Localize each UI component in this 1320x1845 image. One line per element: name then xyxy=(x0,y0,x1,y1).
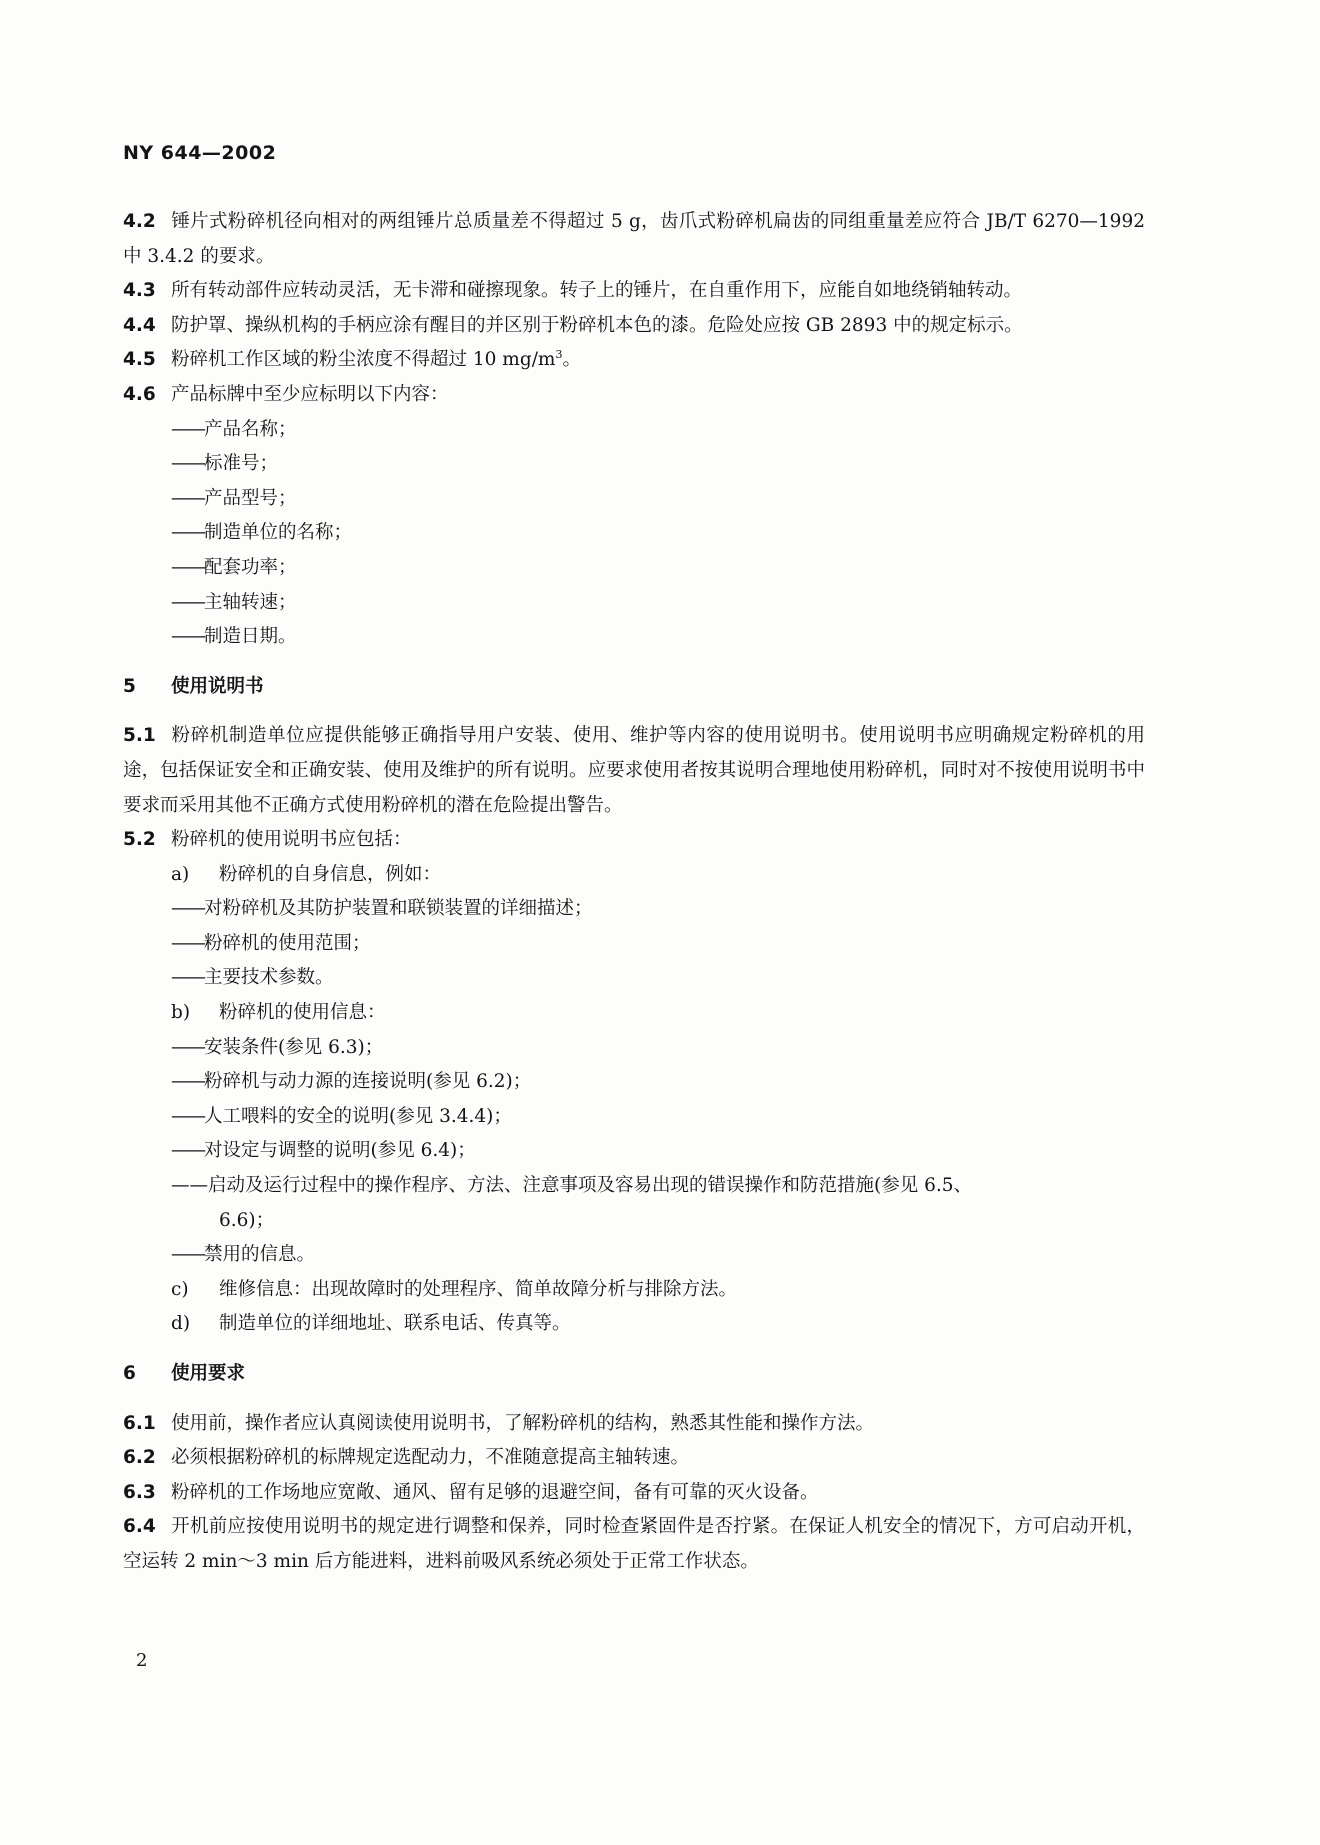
list-text: 标准号； xyxy=(204,453,279,475)
list-text: 制造单位的名称； xyxy=(204,522,353,544)
list-item xyxy=(123,1134,1145,1169)
dash-mark: —— xyxy=(171,626,204,648)
clause-4-4 xyxy=(123,309,1145,344)
section-heading-6 xyxy=(123,1357,1145,1392)
item-d xyxy=(123,1307,1145,1342)
list-item xyxy=(123,516,1145,551)
clause-number: 4.6 xyxy=(123,383,156,405)
dash-mark: —— xyxy=(171,1071,204,1093)
list-item xyxy=(123,927,1145,962)
clause-number: 6.3 xyxy=(123,1481,156,1503)
dash-mark: —— xyxy=(171,1105,204,1127)
item-b xyxy=(123,996,1145,1031)
list-text: 安装条件(参见 6.3)； xyxy=(204,1036,384,1058)
list-item xyxy=(123,1065,1145,1100)
list-text: 主要技术参数。 xyxy=(204,967,334,989)
clause-number: 4.5 xyxy=(123,349,156,371)
list-item xyxy=(123,620,1145,655)
clause-number: 6.4 xyxy=(123,1516,156,1538)
list-text: 产品名称； xyxy=(204,418,297,440)
clause-text: 粉碎机制造单位应提供能够正确指导用户安装、使用、维护等内容的使用说明书。使用说明书应明确规定粉碎机的用途，包括保证安全和正确安装、使用及维护的所有说明。应要求使用者按其说明合理地使用粉碎机，同时对不按使用说明书中要求而采用其他不正确方式使用粉碎机的潜在危险提出警告。 xyxy=(123,725,1145,816)
clause-text: 锤片式粉碎机径向相对的两组锤片总质量差不得超过 5 g，齿爪式粉碎机扁齿的同组重量差应符合 JB/T 6270—1992 中 3.4.2 的要求。 xyxy=(123,211,1145,267)
clause-text: 所有转动部件应转动灵活，无卡滞和碰擦现象。转子上的锤片，在自重作用下，应能自如地绕销轴转动。 xyxy=(171,280,1023,302)
dash-mark: —— xyxy=(171,591,204,613)
clause-6-3 xyxy=(123,1476,1145,1511)
list-item xyxy=(123,1169,1145,1238)
clause-text: 粉碎机的工作场地应宽敞、通风、留有足够的退避空间，备有可靠的灭火设备。 xyxy=(171,1481,819,1503)
dash-mark: —— xyxy=(171,418,204,440)
list-item xyxy=(123,482,1145,517)
list-text: 主轴转速； xyxy=(204,591,297,613)
item-label: a) xyxy=(171,863,190,885)
item-label: b) xyxy=(171,1002,191,1024)
clause-number: 4.4 xyxy=(123,314,156,336)
clause-text: 开机前应按使用说明书的规定进行调整和保养，同时检查紧固件是否拧紧。在保证人机安全的情况下，方可启动开机，空运转 2 min～3 min 后方能进料，进料前吸风系统必须处于正常工作状态。 xyxy=(123,1516,1145,1572)
dash-mark: —— xyxy=(171,1036,204,1058)
clause-6-2 xyxy=(123,1441,1145,1476)
clause-6-4 xyxy=(123,1510,1145,1579)
section-number: 6 xyxy=(123,1363,136,1384)
item-text: 粉碎机的自身信息，例如： xyxy=(219,863,442,885)
item-text: 粉碎机的使用信息： xyxy=(219,1002,386,1024)
clause-tail: 。 xyxy=(562,349,581,371)
list-item xyxy=(123,586,1145,621)
list-text: 粉碎机的使用范围； xyxy=(204,932,371,954)
dash-mark: —— xyxy=(171,898,204,920)
item-text: 制造单位的详细地址、联系电话、传真等。 xyxy=(219,1313,571,1335)
list-item xyxy=(123,961,1145,996)
dash-mark: —— xyxy=(171,967,204,989)
list-text: 粉碎机与动力源的连接说明(参见 6.2)； xyxy=(204,1071,532,1093)
dash-mark: —— xyxy=(171,453,204,475)
clause-number: 6.2 xyxy=(123,1447,156,1469)
dash-mark: —— xyxy=(171,487,204,509)
list-item xyxy=(123,1031,1145,1066)
list-text: 人工喂料的安全的说明(参见 3.4.4)； xyxy=(204,1105,512,1127)
item-label: c) xyxy=(171,1278,189,1300)
list-text: 对粉碎机及其防护装置和联锁装置的详细描述； xyxy=(204,898,593,920)
clause-number: 6.1 xyxy=(123,1412,156,1434)
standard-header: NY 644—2002 xyxy=(123,142,277,164)
dash-mark: —— xyxy=(171,932,204,954)
section-title: 使用说明书 xyxy=(171,675,264,697)
section-title: 使用要求 xyxy=(171,1363,246,1384)
clause-6-1 xyxy=(123,1407,1145,1442)
clause-5-1 xyxy=(123,719,1145,823)
clause-4-3 xyxy=(123,274,1145,309)
list-item xyxy=(123,551,1145,586)
clause-text: 防护罩、操纵机构的手柄应涂有醒目的并区别于粉碎机本色的漆。危险处应按 GB 2893 中的规定标示。 xyxy=(171,314,1023,336)
list-item xyxy=(123,892,1145,927)
item-label: d) xyxy=(171,1313,191,1335)
list-text: 产品型号； xyxy=(204,487,297,509)
clause-text: 必须根据粉碎机的标牌规定选配动力，不准随意提高主轴转速。 xyxy=(171,1447,690,1469)
clause-text: 产品标牌中至少应标明以下内容： xyxy=(171,383,449,405)
section-heading-5 xyxy=(123,670,1145,705)
clause-5-2 xyxy=(123,823,1145,858)
page-content xyxy=(123,205,1145,1580)
superscript: 3 xyxy=(555,348,563,362)
list-text: 对设定与调整的说明(参见 6.4)； xyxy=(204,1140,476,1162)
item-text: 维修信息：出现故障时的处理程序、简单故障分析与排除方法。 xyxy=(219,1278,738,1300)
clause-4-6 xyxy=(123,378,1145,413)
list-item xyxy=(123,447,1145,482)
list-text-continued: 6.6)； xyxy=(219,1209,275,1231)
clause-4-5 xyxy=(123,343,1145,378)
section-number: 5 xyxy=(123,675,136,697)
list-item xyxy=(123,413,1145,448)
dash-mark: —— xyxy=(171,522,204,544)
page-number: 2 xyxy=(136,1650,148,1671)
item-c xyxy=(123,1273,1145,1308)
dash-mark: —— xyxy=(171,556,204,578)
clause-number: 5.1 xyxy=(123,725,156,747)
clause-text: 粉碎机的使用说明书应包括： xyxy=(171,829,412,851)
clause-text: 粉碎机工作区域的粉尘浓度不得超过 10 mg/m xyxy=(171,349,556,371)
clause-text: 使用前，操作者应认真阅读使用说明书，了解粉碎机的结构，熟悉其性能和操作方法。 xyxy=(171,1412,875,1434)
list-text: 配套功率； xyxy=(204,556,297,578)
item-a xyxy=(123,858,1145,893)
dash-mark: —— xyxy=(171,1175,208,1197)
clause-number: 4.3 xyxy=(123,280,156,302)
list-item xyxy=(123,1100,1145,1135)
dash-mark: —— xyxy=(171,1244,204,1266)
dash-mark: —— xyxy=(171,1140,204,1162)
clause-number: 4.2 xyxy=(123,211,156,232)
clause-number: 5.2 xyxy=(123,829,156,851)
list-item xyxy=(123,1238,1145,1273)
list-text: 制造日期。 xyxy=(204,626,297,648)
clause-4-2 xyxy=(123,205,1145,274)
list-text: 启动及运行过程中的操作程序、方法、注意事项及容易出现的错误操作和防范措施(参见 6.5、 xyxy=(208,1175,973,1197)
list-text: 禁用的信息。 xyxy=(204,1244,316,1266)
